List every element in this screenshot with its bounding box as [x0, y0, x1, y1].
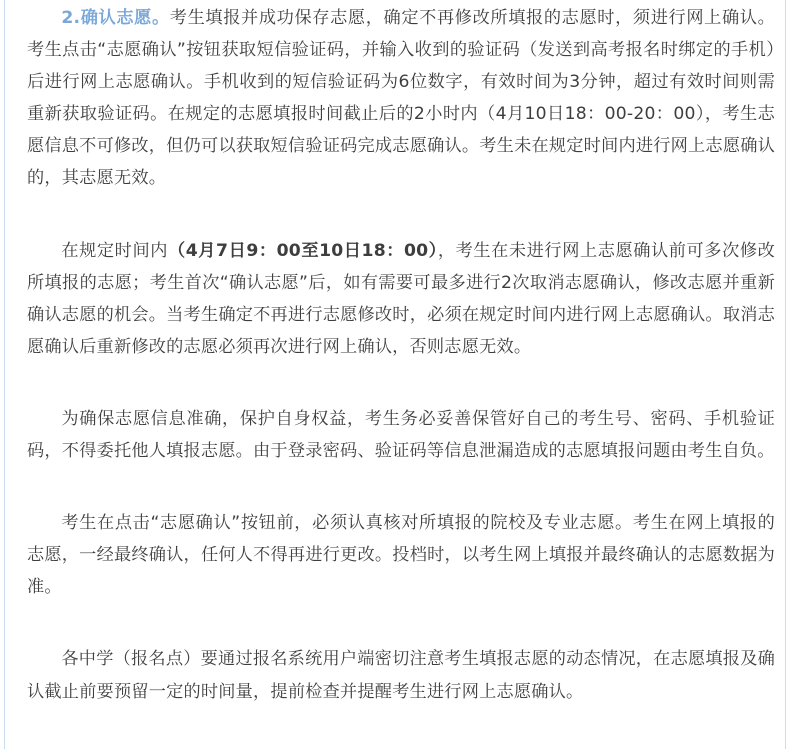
paragraph-school-reminder: 各中学（报名点）要通过报名系统用户端密切注意考生填报志愿的动态情况，在志愿填报及确认截止前要预留一定的时间量，提前检查并提醒考生进行网上志愿确认。: [27, 649, 775, 702]
paragraph-protect-rights: 为确保志愿信息准确，保护自身权益，考生务必妥善保管好自己的考生号、密码、手机验证码，不得委托他人填报志愿。由于登录密码、验证码等信息泄漏造成的志愿填报问题由考生自负。: [27, 408, 775, 462]
paragraph-modify-period: [27, 235, 775, 363]
paragraph-text-before: 在规定时间内: [61, 240, 168, 261]
paragraph-text: 考生填报并成功保存志愿，确定不再修改所填报的志愿时，须进行网上确认。考生点击“志愿确认”按钮获取短信验证码，并输入收到的验证码（发送到高考报名时绑定的手机）后进行网上志愿确认。手机收到的短信验证码为6位数字，有效时间为3分钟，超过有效时间则需重新获取验证码。在规定的志愿填报时间截止后的2小时内（4月10日18：00-20：00），考生志愿信息不可修改，但仍可以获取短信验证码完成志愿确认。考生未在规定时间内进行网上志愿确认的，其志愿无效。: [27, 8, 776, 189]
paragraph-text-after: ，考生在未进行网上志愿确认前可多次修改所填报的志愿；考生首次“确认志愿”后，如有需要可最多进行2次取消志愿确认，修改志愿并重新确认志愿的机会。当考生确定不再进行志愿修改时，必须在规定时间内进行网上志愿确认。取消志愿确认后重新修改的志愿必须再次进行网上确认，否则志愿无效。: [27, 240, 775, 357]
paragraph-verify-before-confirm: 考生在点击“志愿确认”按钮前，必须认真核对所填报的院校及专业志愿。考生在网上填报的志愿，一经最终确认，任何人不得再进行更改。投档时，以考生网上填报并最终确认的志愿数据为准。: [27, 513, 775, 598]
time-range-bold: （4月7日9：00至10日18：00）: [167, 240, 438, 261]
article-frame: [4, 0, 786, 749]
article-content: [27, 2, 775, 748]
paragraph-confirm-volunteer: [27, 2, 775, 195]
section-heading: 2.确认志愿。: [61, 8, 170, 28]
